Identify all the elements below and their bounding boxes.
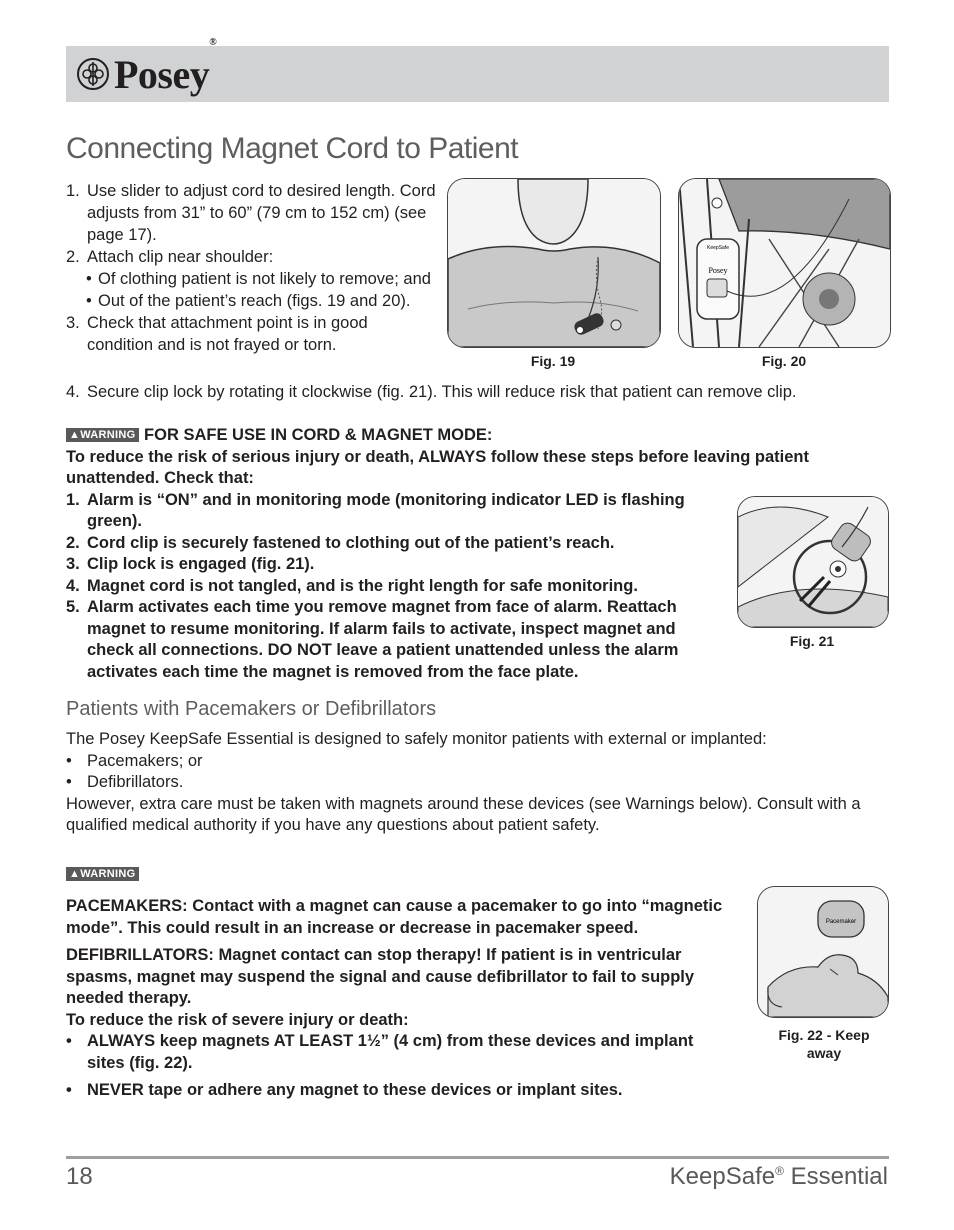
list-item: • NEVER tape or adhere any magnet to these devices or implant sites. <box>66 1081 623 1099</box>
checklist-item: 3. Clip lock is engaged (fig. 21). <box>66 555 315 573</box>
step-item: 2. Attach clip near shoulder: <box>66 248 274 266</box>
warning-intro: To reduce the risk of serious injury or death, ALWAYS follow these steps before leaving patient unattended. Check that: <box>66 447 809 487</box>
footer-product-name: KeepSafe® Essential <box>669 1163 888 1190</box>
page-title: Connecting Magnet Cord to Patient <box>66 132 519 165</box>
warning-pacemakers-text: PACEMAKERS: Contact with a magnet can cause a pacemaker to go into “magnetic mode”. This could result in an increase or decrease in pacemaker speed. <box>66 897 723 937</box>
warning-cord-magnet-mode <box>66 425 826 683</box>
warning-badge: ▲WARNING <box>66 866 139 884</box>
warning-checklist <box>66 490 706 684</box>
figure-20-small-label: KeepSafe <box>707 245 729 251</box>
figure-21-clip-lock <box>737 496 889 628</box>
checklist-item: 4. Magnet cord is not tangled, and is the right length for safe monitoring. <box>66 576 638 595</box>
figure-20-caption: Fig. 20 <box>761 353 807 369</box>
substep-item: • Out of the patient’s reach (figs. 19 and 20). <box>86 292 411 310</box>
instruction-steps <box>66 180 438 356</box>
posey-logo <box>76 36 217 97</box>
step-item: 1. Use slider to adjust cord to desired length. Cord adjusts from 31” to 60” (79 cm to 152 cm) (see page 17). <box>66 182 436 244</box>
figure-22-pacemaker-keep-away <box>757 886 889 1018</box>
checklist-item: 1. Alarm is “ON” and in monitoring mode (monitoring indicator LED is flashing green). <box>66 490 685 530</box>
page-number: 18 <box>66 1163 93 1190</box>
warning-badge: ▲WARNING <box>66 428 139 442</box>
footer-divider <box>66 1156 889 1159</box>
warning-pacemaker-defibrillator <box>66 896 726 1102</box>
posey-emblem-icon <box>76 57 110 91</box>
figure-20-chair-alarm <box>678 178 891 348</box>
header-bar <box>66 36 889 102</box>
warning-defibrillators-text: DEFIBRILLATORS: Magnet contact can stop therapy! If patient is in ventricular spasms, magnet may suspend the signal and cause defibrillator to fail to supply needed therapy. <box>66 946 695 1007</box>
list-item: • ALWAYS keep magnets AT LEAST 1½” (4 cm) from these devices and implant sites (fig. 22). <box>66 1032 694 1072</box>
brand-wordmark: Posey® <box>114 36 217 97</box>
warning-triangle-icon: ▲ <box>69 868 81 880</box>
substep-item: • Of clothing patient is not likely to remove; and <box>86 270 431 288</box>
figure-22-caption: Fig. 22 - Keep away <box>778 1027 870 1061</box>
warning-heading: FOR SAFE USE IN CORD & MAGNET MODE: <box>144 426 493 444</box>
figure-19-shoulder-clip <box>447 178 661 348</box>
section-heading-pacemakers: Patients with Pacemakers or Defibrillators <box>66 698 437 720</box>
warning-risk-text: To reduce the risk of severe injury or death: <box>66 1010 409 1029</box>
checklist-item: 2. Cord clip is securely fastened to clothing out of the patient’s reach. <box>66 533 615 552</box>
figure-21-caption: Fig. 21 <box>789 633 835 649</box>
pacemakers-section: The Posey KeepSafe Essential is designed to safely monitor patients with external or implanted: • Pacemakers; or • Defibrillators. However, extra care must be taken with magnets around these devices (see Warnings below). Consult with a qualified medical authority if you have any questions about patient safety. <box>66 729 896 837</box>
checklist-item: 5. Alarm activates each time you remove magnet from face of alarm. Reattach magnet to resume monitoring. If alarm fails to activate, inspect magnet and check all connections. DO NOT leave a patient unattended unless the alarm activates each time the magnet is removed from the face plate. <box>66 598 679 681</box>
figure-22-device-label: Pacemaker <box>825 919 857 925</box>
step-item: 3. Check that attachment point is in good condition and is not frayed or torn. <box>66 314 368 354</box>
figure-20-brand: Posey <box>708 266 728 275</box>
warning-triangle-icon: ▲ <box>69 429 81 441</box>
step-item: 4. Secure clip lock by rotating it clockwise (fig. 21). This will reduce risk that patient can remove clip. <box>66 383 797 401</box>
list-item: • Pacemakers; or <box>66 751 203 770</box>
list-item: • Defibrillators. <box>66 773 184 791</box>
figure-19-caption: Fig. 19 <box>530 353 576 369</box>
